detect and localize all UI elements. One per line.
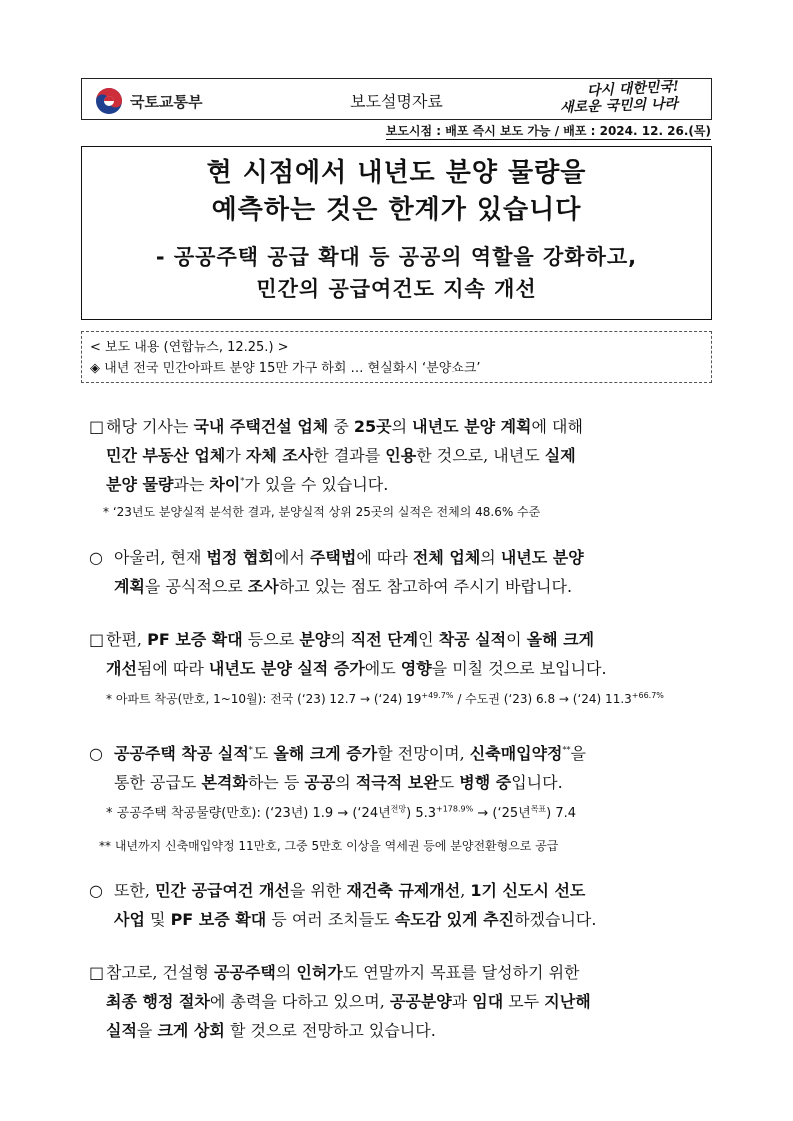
sub-bullet-marker: ○ <box>89 548 103 567</box>
title-line-2: 예측하는 것은 한계가 있습니다 <box>211 195 582 225</box>
footnote-4a: * 공공주택 착공물량(만호): (‘23년) 1.9 → (‘24년$^{전망}$) $5.3^{+178.9\%}$ → (‘25년$^{목표}$) 7.4 <box>106 804 577 821</box>
paragraph-6-line-2: 최종 행정 절차에 총력을 다하고 있으며, 공공분양과 임대 모두 지난해 <box>106 992 591 1011</box>
report-source: < 보도 내용 (연합뉴스, 12.25.) > <box>90 340 289 355</box>
section-marker: □ <box>89 963 105 982</box>
paragraph-1-line-1: 해당 기사는 국내 주택건설 업체 중 25곳의 내년도 분양 계획에 대해 <box>106 417 583 436</box>
paragraph-2-line-1: 아울러, 현재 법정 협회에서 주택법에 따라 전체 업체의 내년도 분양 <box>114 548 584 567</box>
section-marker: □ <box>89 630 105 649</box>
paragraph-5-line-2: 사업 및 PF 보증 확대 등 여러 조치들도 속도감 있게 추진하겠습니다. <box>114 910 597 929</box>
document-type: 보도설명자료 <box>350 92 443 111</box>
slogan-line-2: 새로운 국민의 나라 <box>559 95 679 117</box>
paragraph-2 <box>114 543 719 601</box>
subtitle-line-2: 민간의 공급여건도 지속 개선 <box>256 277 537 301</box>
paragraph-6 <box>106 958 721 1045</box>
footnote-1: * ‘23년도 분양실적 분석한 결과, 분양실적 상위 25곳의 실적은 전체의 48.6% 수준 <box>103 505 541 519</box>
sub-bullet-marker: ○ <box>89 881 103 900</box>
report-box <box>81 331 712 383</box>
paragraph-6-line-3: 실적을 크게 상회 할 것으로 전망하고 있습니다. <box>106 1021 436 1040</box>
title-box <box>81 146 712 320</box>
paragraph-3-line-1: 한편, PF 보증 확대 등으로 분양의 직전 단계인 착공 실적이 올해 크게 <box>106 630 595 649</box>
paragraph-4-line-2: 통한 공급도 본격화하는 등 공공의 적극적 보완도 병행 중입니다. <box>114 773 563 792</box>
paragraph-5-line-1: 또한, 민간 공급여건 개선을 위한 재건축 규제개선, 1기 신도시 선도 <box>114 881 586 900</box>
paragraph-4-line-1: 공공주택 착공 실적*도 올해 크게 증가할 전망이며, 신축매입약정**을 <box>114 744 586 763</box>
title-line-1: 현 시점에서 내년도 분양 물량을 <box>206 158 587 188</box>
paragraph-4 <box>114 739 719 797</box>
paragraph-1-line-3: 분양 물량과는 차이*가 있을 수 있습니다. <box>106 475 389 494</box>
section-marker: □ <box>89 417 105 436</box>
paragraph-5 <box>114 876 719 934</box>
paragraph-3 <box>106 625 721 683</box>
paragraph-1-line-2: 민간 부동산 업체가 자체 조사한 결과를 인용한 것으로, 내년도 실제 <box>106 446 576 465</box>
subtitle-line-1: - 공공주택 공급 확대 등 공공의 역할을 강화하고, <box>155 245 638 269</box>
slogan-line-1: 다시 대한민국! <box>586 78 680 100</box>
paragraph-1 <box>106 412 716 499</box>
ministry-name: 국토교통부 <box>130 92 203 111</box>
paragraph-2-line-2: 계획을 공식적으로 조사하고 있는 점도 참고하여 주시기 바랍니다. <box>114 577 573 596</box>
footnote-4b: ** 내년까지 신축매입약정 11만호, 그중 5만호 이상을 역세권 등에 분양전환형으로 공급 <box>99 839 559 853</box>
paragraph-6-line-1: 참고로, 건설형 공공주택의 인허가도 연말까지 목표를 달성하기 위한 <box>106 963 580 982</box>
paragraph-3-line-2: 개선됨에 따라 내년도 분양 실적 증가에도 영향을 미칠 것으로 보입니다. <box>106 659 607 678</box>
release-info: 보도시점 : 배포 즉시 보도 가능 / 배포 : 2024. 12. 26.(목) <box>385 124 711 138</box>
sub-bullet-marker: ○ <box>89 744 103 763</box>
header-box <box>81 78 712 120</box>
footnote-3: * 아파트 착공(만호, 1~10월): 전국 (‘23) 12.7 → (‘24) $19^{+49.7\%}$ / 수도권 (‘23) 6.8 → (‘24) $11.3^{+66.7\%}$ <box>106 691 664 706</box>
slogan <box>539 78 699 117</box>
report-headline: ◈ 내년 전국 민간아파트 분양 15만 가구 하회 … 현실화시 ‘분양쇼크’ <box>90 361 481 376</box>
